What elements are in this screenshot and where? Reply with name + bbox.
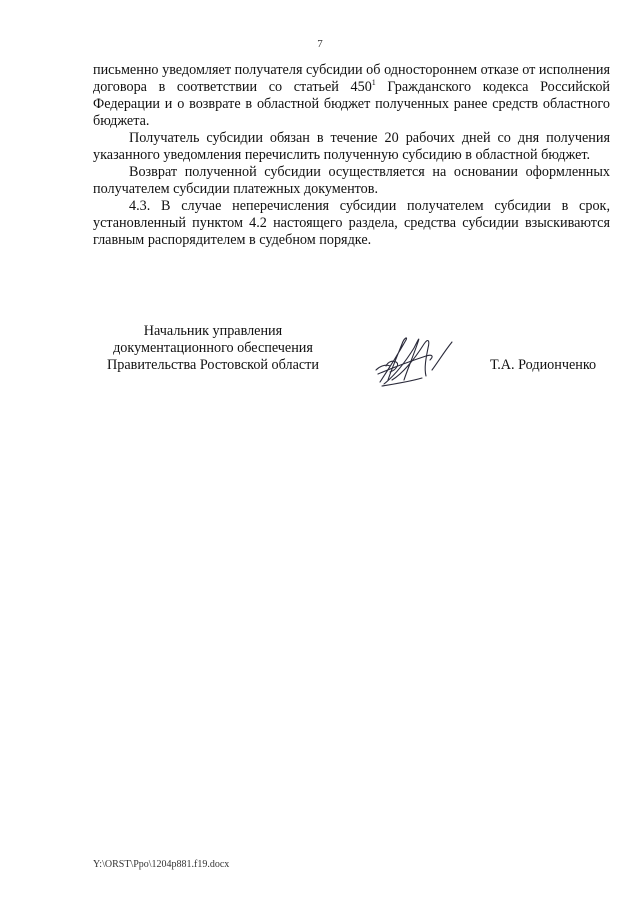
page-number: 7 [317, 38, 323, 50]
paragraph-notification [93, 62, 610, 130]
paragraph-notification-text: письменно уведомляет получателя субсидии об одностороннем отказе от исполнения договора в соответствии со статьей 450 [93, 62, 610, 95]
paragraph-refund-obligation: Получатель субсидии обязан в течение 20 рабочих дней со дня получения указанного уведомления перечислить полученную субсидию в областной бюджет. [93, 130, 610, 163]
signatory-title-line-3: Правительства Ростовской области [107, 357, 319, 373]
paragraph-notification-text-cont: Гражданского кодекса Российской Федерации и о возврате в областной бюджет полученных ранее средств областного бюджета. [93, 79, 611, 129]
paragraph-4-3: 4.3. В случае неперечисления субсидии получателем субсидии в срок, установленный пунктом 4.2 настоящего раздела, средства субсидии взыскиваются главным распорядителем в судебном порядке. [93, 198, 610, 248]
signatory-title-line-1: Начальник управления [143, 323, 283, 339]
article-superscript: 1 [371, 78, 376, 87]
signatory-title [93, 323, 333, 374]
file-path: Y:\ORST\Ppo\1204p881.f19.docx [93, 859, 230, 870]
signatory-title-line-2: документационного обеспечения [113, 340, 313, 356]
handwritten-signature [374, 330, 464, 388]
paragraph-refund-basis: Возврат полученной субсидии осуществляется на основании оформленных получателем субсидии платежных документов. [93, 164, 610, 197]
signer-name: Т.А. Родионченко [490, 357, 597, 373]
document-body [93, 62, 610, 249]
